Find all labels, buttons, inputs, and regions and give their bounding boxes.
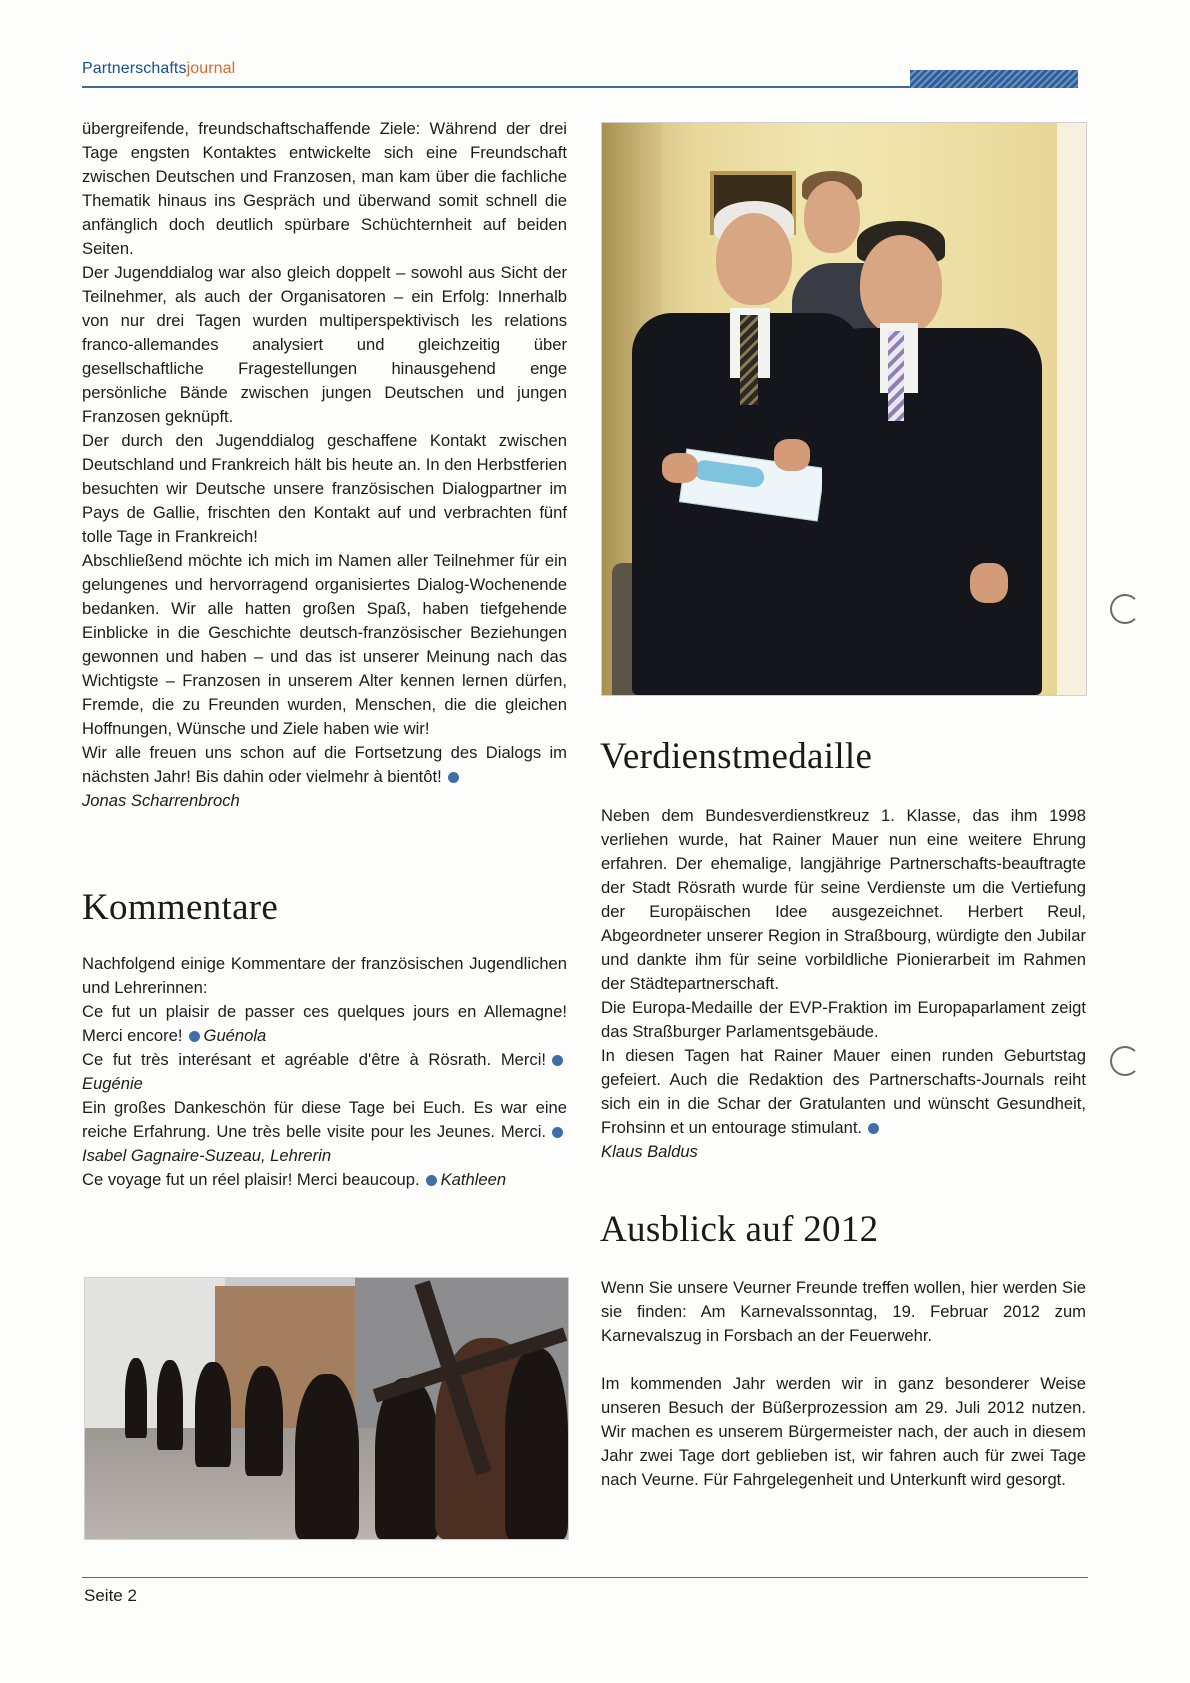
kommentare-intro: Nachfolgend einige Kommentare der französischen Jugendlichen und Lehrerinnen: — [82, 954, 567, 997]
article-closing-text: Wir alle freuen uns schon auf die Fortsetzung des Dialogs im nächsten Jahr! Bis dahin oder vielmehr à bientôt! — [82, 743, 567, 786]
jugenddialog-article — [82, 117, 567, 813]
bullet-icon — [189, 1031, 200, 1042]
article-paragraph: Im kommenden Jahr werden wir in ganz besonderer Weise unseren Besuch der Büßerprozession am 29. Juli 2012 nutzen. Wir machen es unserem Bürgermeister nach, der auch in diesem Jahr zwei Tage dort geblieben ist, wir fahren auch für zwei Tage nach Veurne. Für Fahrgelegenheit und Unterkunft wird gesorgt. — [601, 1374, 1086, 1489]
end-bullet-icon — [868, 1123, 879, 1134]
header-title-part2: journal — [186, 60, 236, 77]
photo-face — [804, 181, 860, 253]
bullet-icon — [552, 1127, 563, 1138]
comment-text: Ce voyage fut un réel plaisir! Merci beaucoup. — [82, 1170, 420, 1189]
article-paragraph: Die Europa-Medaille der EVP-Fraktion im Europaparlament zeigt das Straßburger Parlamentsgebäude. — [601, 998, 1086, 1041]
header-title-part1: Partnerschafts — [82, 60, 187, 77]
ausblick-heading: Ausblick auf 2012 — [600, 1209, 879, 1250]
verdienstmedaille-article — [601, 804, 1086, 1164]
bullet-icon — [552, 1055, 563, 1066]
comment-item — [82, 1096, 567, 1168]
photo-figure — [505, 1348, 568, 1539]
photo-face — [716, 213, 792, 305]
comment-item — [82, 1000, 567, 1048]
photo-figure — [125, 1358, 147, 1438]
photo-hand — [774, 439, 810, 471]
comment-item — [82, 1048, 567, 1096]
photo-face — [860, 235, 942, 335]
article-paragraph: Der Jugenddialog war also gleich doppelt – sowohl aus Sicht der Teilnehmer, als auch der Organisatoren – ein Erfolg: Innerhalb von nur drei Tagen wurden multiperspektivisch les relations franco-allemandes analysiert und gleichzeitig über gesellschaftliche Fragestellungen hinausgehend enge persönliche Bände zwischen jungen Deutschen und jungen Franzosen geknüpft. — [82, 263, 567, 426]
ausblick-article — [601, 1276, 1086, 1492]
article-paragraph: Wenn Sie unsere Veurner Freunde treffen wollen, hier werden Sie sie finden: Am Karnevalssonntag, 19. Februar 2012 zum Karnevalszug in Forsbach an der Feuerwehr. — [601, 1278, 1086, 1345]
bullet-icon — [426, 1175, 437, 1186]
article-paragraph: übergreifende, freundschaftschaffende Ziele: Während der drei Tage engsten Kontaktes entwickelte sich eine Freundschaft zwischen Deutschen und Franzosen, man kam über die fachliche Thematik hinaus ins Gespräch und überwand somit schnell die anfänglich doch deutlich spürbare Schüchternheit auf beiden Seiten. — [82, 119, 567, 258]
kommentare-heading: Kommentare — [82, 887, 279, 928]
end-bullet-icon — [448, 772, 459, 783]
photo-suit — [822, 328, 1042, 695]
binder-ring-icon — [1110, 1046, 1140, 1076]
header-rule — [82, 86, 910, 88]
comment-text: Ein großes Dankeschön für diese Tage bei Euch. Es war eine reiche Erfahrung. Une très belle visite pour les Jeunes. Merci. — [82, 1098, 567, 1141]
photo-hand — [662, 453, 698, 483]
comment-text: Ce fut un plaisir de passer ces quelques jours en Allemagne! Merci encore! — [82, 1002, 567, 1045]
article-author: Klaus Baldus — [601, 1142, 698, 1161]
comment-item — [82, 1168, 567, 1192]
article-paragraph: Abschließend möchte ich mich im Namen aller Teilnehmer für ein gelungenes und hervorragend organisiertes Dialog-Wochenende bedanken. Wir alle hatten großen Spaß, haben tiefgehende Einblicke in die Geschichte deutsch-französischer Beziehungen gewonnen und haben – und das ist unserer Meinung nach das Wichtigste – Franzosen in unserem Alter kennen lernen dürfen, Fremde, die zu Freunden wurden, Menschen, die die gleichen Hoffnungen, Wünsche und Ziele haben wie wir! — [82, 551, 567, 738]
comment-author: Kathleen — [440, 1170, 507, 1189]
award-photo — [601, 122, 1087, 696]
article-paragraph: Neben dem Bundesverdienstkreuz 1. Klasse, das ihm 1998 verliehen wurde, hat Rainer Mauer nun eine weitere Ehrung erfahren. Der ehemalige, langjährige Partnerschafts-beauftragte der Stadt Rösrath wurde für seine Verdienste um die Vertiefung der Europäischen Idee ausgezeichnet. Herbert Reul, Abgeordneter unserer Region in Straßbourg, würdigte den Jubilar und dankte ihm für seine vorbildliche Pionierarbeit im Rahmen der Städtepartnerschaft. — [601, 806, 1086, 993]
photo-tie — [740, 315, 758, 405]
article-paragraph-closing — [82, 741, 567, 789]
binder-ring-icon — [1110, 594, 1140, 624]
photo-hand — [970, 563, 1008, 603]
journal-header-title — [82, 60, 235, 78]
photo-figure — [245, 1366, 283, 1476]
photo-figure — [195, 1362, 231, 1467]
article-paragraph-closing — [601, 1044, 1086, 1140]
header-hatched-bar — [910, 70, 1078, 88]
kommentare-section — [82, 952, 567, 1192]
comment-author: Isabel Gagnaire-Suzeau, Lehrerin — [82, 1146, 332, 1165]
photo-figure — [295, 1374, 359, 1539]
comment-author: Guénola — [203, 1026, 267, 1045]
comment-author: Eugénie — [82, 1074, 143, 1093]
photo-figure — [375, 1378, 439, 1539]
photo-window — [1057, 123, 1087, 695]
page-number: Seite 2 — [84, 1586, 137, 1605]
footer-rule — [82, 1577, 1088, 1578]
article-paragraph: Der durch den Jugenddialog geschaffene Kontakt zwischen Deutschland und Frankreich hält bis heute an. In den Herbstferien besuchten wir Deutsche unsere französischen Dialogpartner im Pays de Gallie, frischten den Kontakt auf und verbrachten fünf tolle Tage in Frankreich! — [82, 431, 567, 546]
comment-text: Ce fut très interésant et agréable d'être à Rösrath. Merci! — [82, 1050, 546, 1069]
photo-tie — [888, 331, 904, 421]
verdienstmedaille-heading: Verdienstmedaille — [600, 736, 873, 777]
article-closing-text: In diesen Tagen hat Rainer Mauer einen runden Geburtstag gefeiert. Auch die Redaktion des Partnerschafts-Journals reiht sich ein in die Schar der Gratulanten und wünscht Gesundheit, Frohsinn et un entourage stimulant. — [601, 1046, 1086, 1137]
photo-figure — [157, 1360, 183, 1450]
procession-photo — [84, 1277, 569, 1540]
article-author: Jonas Scharrenbroch — [82, 791, 240, 810]
